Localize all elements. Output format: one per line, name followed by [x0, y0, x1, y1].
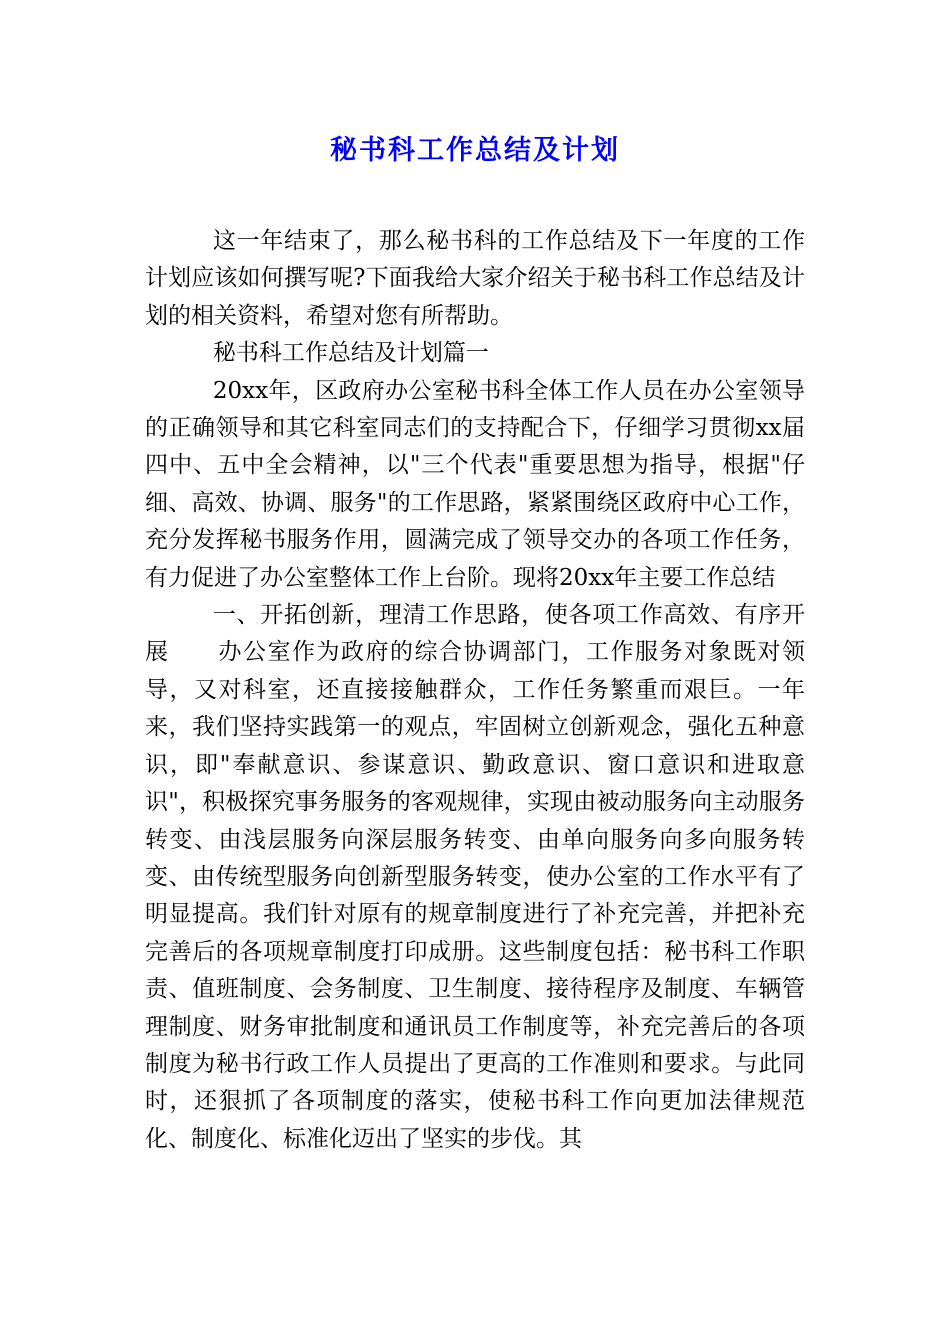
summary-paragraph: 20xx年，区政府办公室秘书科全体工作人员在办公室领导的正确领导和其它科室同志们的支持配合下，仔细学习贯彻xx届四中、五中全会精神，以"三个代表"重要思想为指导，根据"仔细、高效、协调、服务"的工作思路，紧紧围绕区政府中心工作，充分发挥秘书服务作用，圆满完成了领导交办的各项工作任务，有力促进了办公室整体工作上台阶。现将20xx年主要工作总结: [145, 377, 805, 591]
intro-paragraph: 这一年结束了，那么秘书科的工作总结及下一年度的工作计划应该如何撰写呢?下面我给大家介绍关于秘书科工作总结及计划的相关资料，希望对您有所帮助。: [145, 228, 805, 329]
section-one-paragraph: 一、开拓创新，理清工作思路，使各项工作高效、有序开展 办公室作为政府的综合协调部门，工作服务对象既对领导，又对科室，还直接接触群众，工作任务繁重而艰巨。一年来，我们坚持实践第一的观点，牢固树立创新观念，强化五种意识，即"奉献意识、参谋意识、勤政意识、窗口意识和进取意识"，积极探究事务服务的客观规律，实现由被动服务向主动服务转变、由浅层服务向深层服务转变、由单向服务向多向服务转变、由传统型服务向创新型服务转变，使办公室的工作水平有了明显提高。我们针对原有的规章制度进行了补充完善，并把补充完善后的各项规章制度打印成册。这些制度包括：秘书科工作职责、值班制度、会务制度、卫生制度、接待程序及制度、车辆管理制度、财务审批制度和通讯员工作制度等，补充完善后的各项制度为秘书行政工作人员提出了更高的工作准则和要求。与此同时，还狠抓了各项制度的落实，使秘书科工作向更加法律规范化、制度化、标准化迈出了坚实的步伐。其: [145, 602, 805, 1152]
section-heading: 秘书科工作总结及计划篇一: [212, 340, 489, 367]
document-title: 秘书科工作总结及计划: [330, 135, 620, 166]
document-body: [145, 223, 805, 1158]
